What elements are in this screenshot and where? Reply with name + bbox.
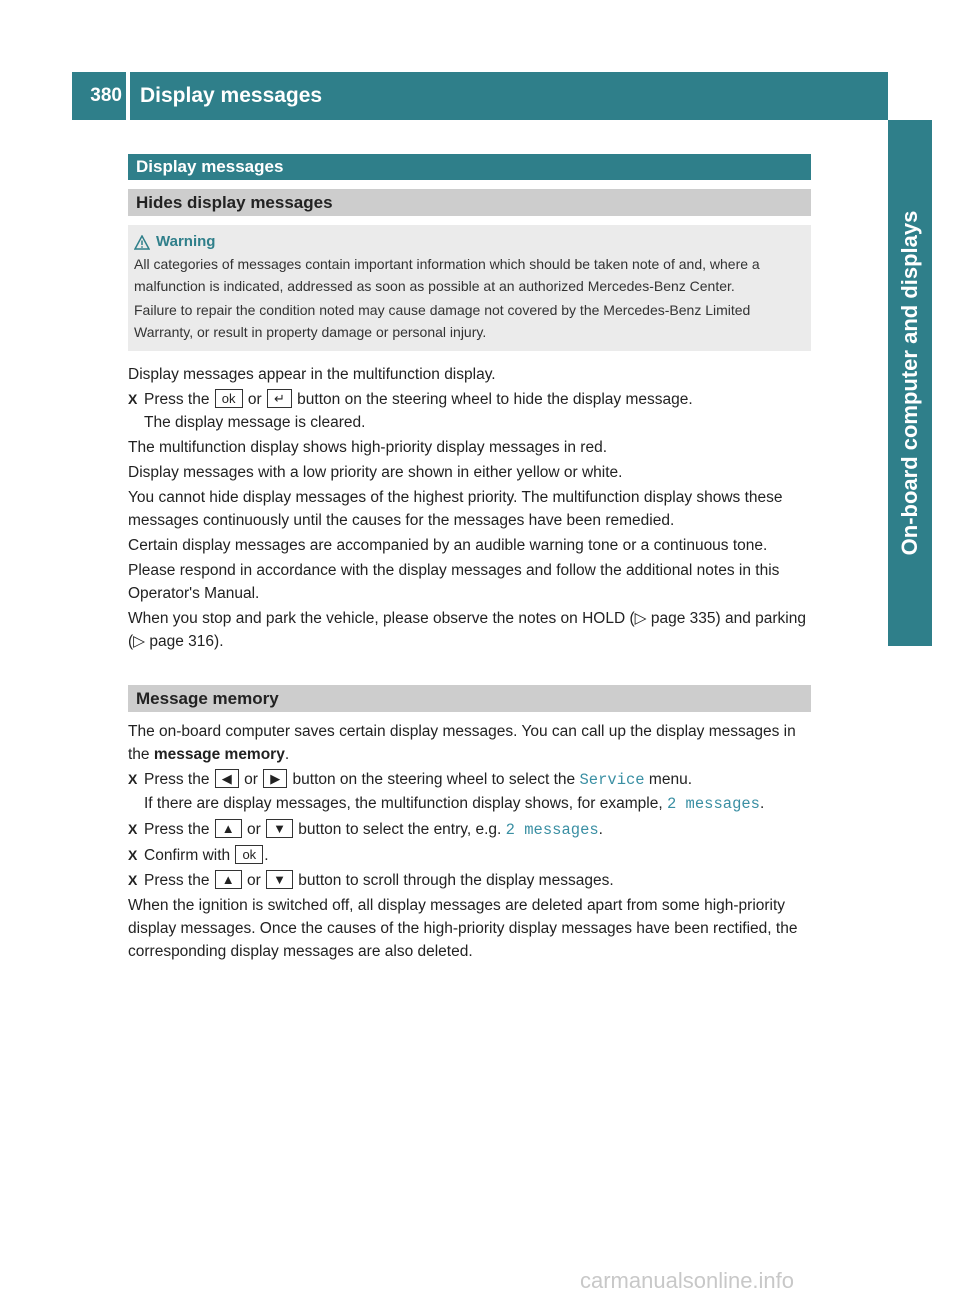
memory-step-3 [128, 844, 811, 867]
memory-step-4 [128, 869, 811, 892]
down-button-symbol: ▼ [266, 870, 293, 889]
step-text: Press the [144, 771, 210, 788]
memory-intro-bold: message memory [153, 746, 285, 763]
warning-triangle-icon [134, 235, 150, 250]
memory-intro-text: The on-board computer saves certain display messages. You can call up the display messages in the [128, 723, 796, 763]
memory-intro-end: . [284, 746, 290, 763]
warning-paragraph-1: All categories of messages contain important information which should be taken note of and, where a malfunction is indicated, addressed as soon as possible at an authorized Mercedes-Benz Center. [134, 256, 760, 294]
step-text: button on the steering wheel to select the [292, 771, 576, 788]
page-header-title: Display messages [130, 72, 888, 120]
hide-p1: The multifunction display shows high-priority display messages in red. [128, 439, 607, 456]
service-menu-label: Service [579, 771, 645, 789]
back-button-symbol: ↵ [267, 389, 292, 408]
warning-title-text: Warning [156, 233, 216, 250]
ok-button-symbol: ok [235, 845, 263, 864]
hide-p5: Please respond in accordance with the display messages and follow the additional notes in this Operator's Manual. [128, 562, 780, 602]
watermark: carmanualsonline.info [580, 1268, 795, 1293]
warning-title [134, 231, 805, 253]
hide-p6: When you stop and park the vehicle, please observe the notes on HOLD (▷ page 335) and parking (▷ page 316). [128, 610, 806, 650]
step-text: button on the steering wheel to hide the display message. [297, 391, 693, 408]
sub-heading: Hides display messages [128, 189, 811, 216]
memory-step-1 [128, 768, 811, 816]
warning-paragraph-2: Failure to repair the condition noted may cause damage not covered by the Mercedes-Benz Limited Warranty, or result in property damage or personal injury. [134, 302, 751, 340]
step-text: Confirm with [144, 847, 231, 864]
step-text: or [246, 821, 261, 838]
page-content [128, 154, 811, 963]
step-text: or [244, 771, 258, 788]
messages-count-label: 2 messages [666, 795, 760, 813]
step-text: menu. [648, 771, 693, 788]
memory-intro [128, 720, 811, 766]
hide-p4: Certain display messages are accompanied by an audible warning tone or a continuous tone. [128, 537, 768, 554]
right-button-symbol: ▶ [263, 769, 287, 788]
memory-outro: When the ignition is switched off, all display messages are deleted apart from some high-priority display messages. Once the causes of the high-priority display messages have been rectified, the corresponding display messages are also deleted. [128, 897, 798, 960]
hide-step-1-result: The display message is cleared. [144, 414, 366, 431]
step-text: . [264, 847, 269, 864]
up-button-symbol: ▲ [215, 870, 242, 889]
step-text: . [759, 795, 765, 812]
hide-intro: Display messages appear in the multifunction display. [128, 366, 496, 383]
step-text: . [598, 821, 603, 838]
ok-button-symbol: ok [215, 389, 243, 408]
message-memory-heading: Message memory [128, 685, 811, 712]
warning-box [128, 225, 811, 351]
step-text: or [246, 872, 261, 889]
step-result-text: If there are display messages, the multifunction display shows, for example, [144, 795, 663, 812]
hide-p2: Display messages with a low priority are shown in either yellow or white. [128, 464, 623, 481]
side-chapter-tab [888, 120, 932, 646]
messages-entry-label: 2 messages [505, 821, 599, 839]
step-text: Press the [144, 872, 210, 889]
up-button-symbol: ▲ [215, 819, 242, 838]
hide-p3: You cannot hide display messages of the highest priority. The multifunction display shows these messages continuously until the causes for the messages have been remedied. [128, 489, 783, 529]
step-text: button to select the entry, e.g. [298, 821, 502, 838]
step-text: Press the [144, 821, 210, 838]
memory-step-2 [128, 818, 811, 842]
message-memory-body [128, 720, 811, 963]
step-text: button to scroll through the display messages. [298, 872, 614, 889]
down-button-symbol: ▼ [266, 819, 293, 838]
step-text: or [247, 391, 262, 408]
step-text: Press the [144, 391, 210, 408]
side-chapter-label: On-board computer and displays [897, 210, 922, 556]
section-heading: Display messages [128, 154, 811, 180]
left-button-symbol: ◀ [215, 769, 239, 788]
hide-step-1 [128, 388, 811, 434]
hide-messages-body [128, 363, 811, 653]
page-number: 380 [72, 72, 126, 120]
